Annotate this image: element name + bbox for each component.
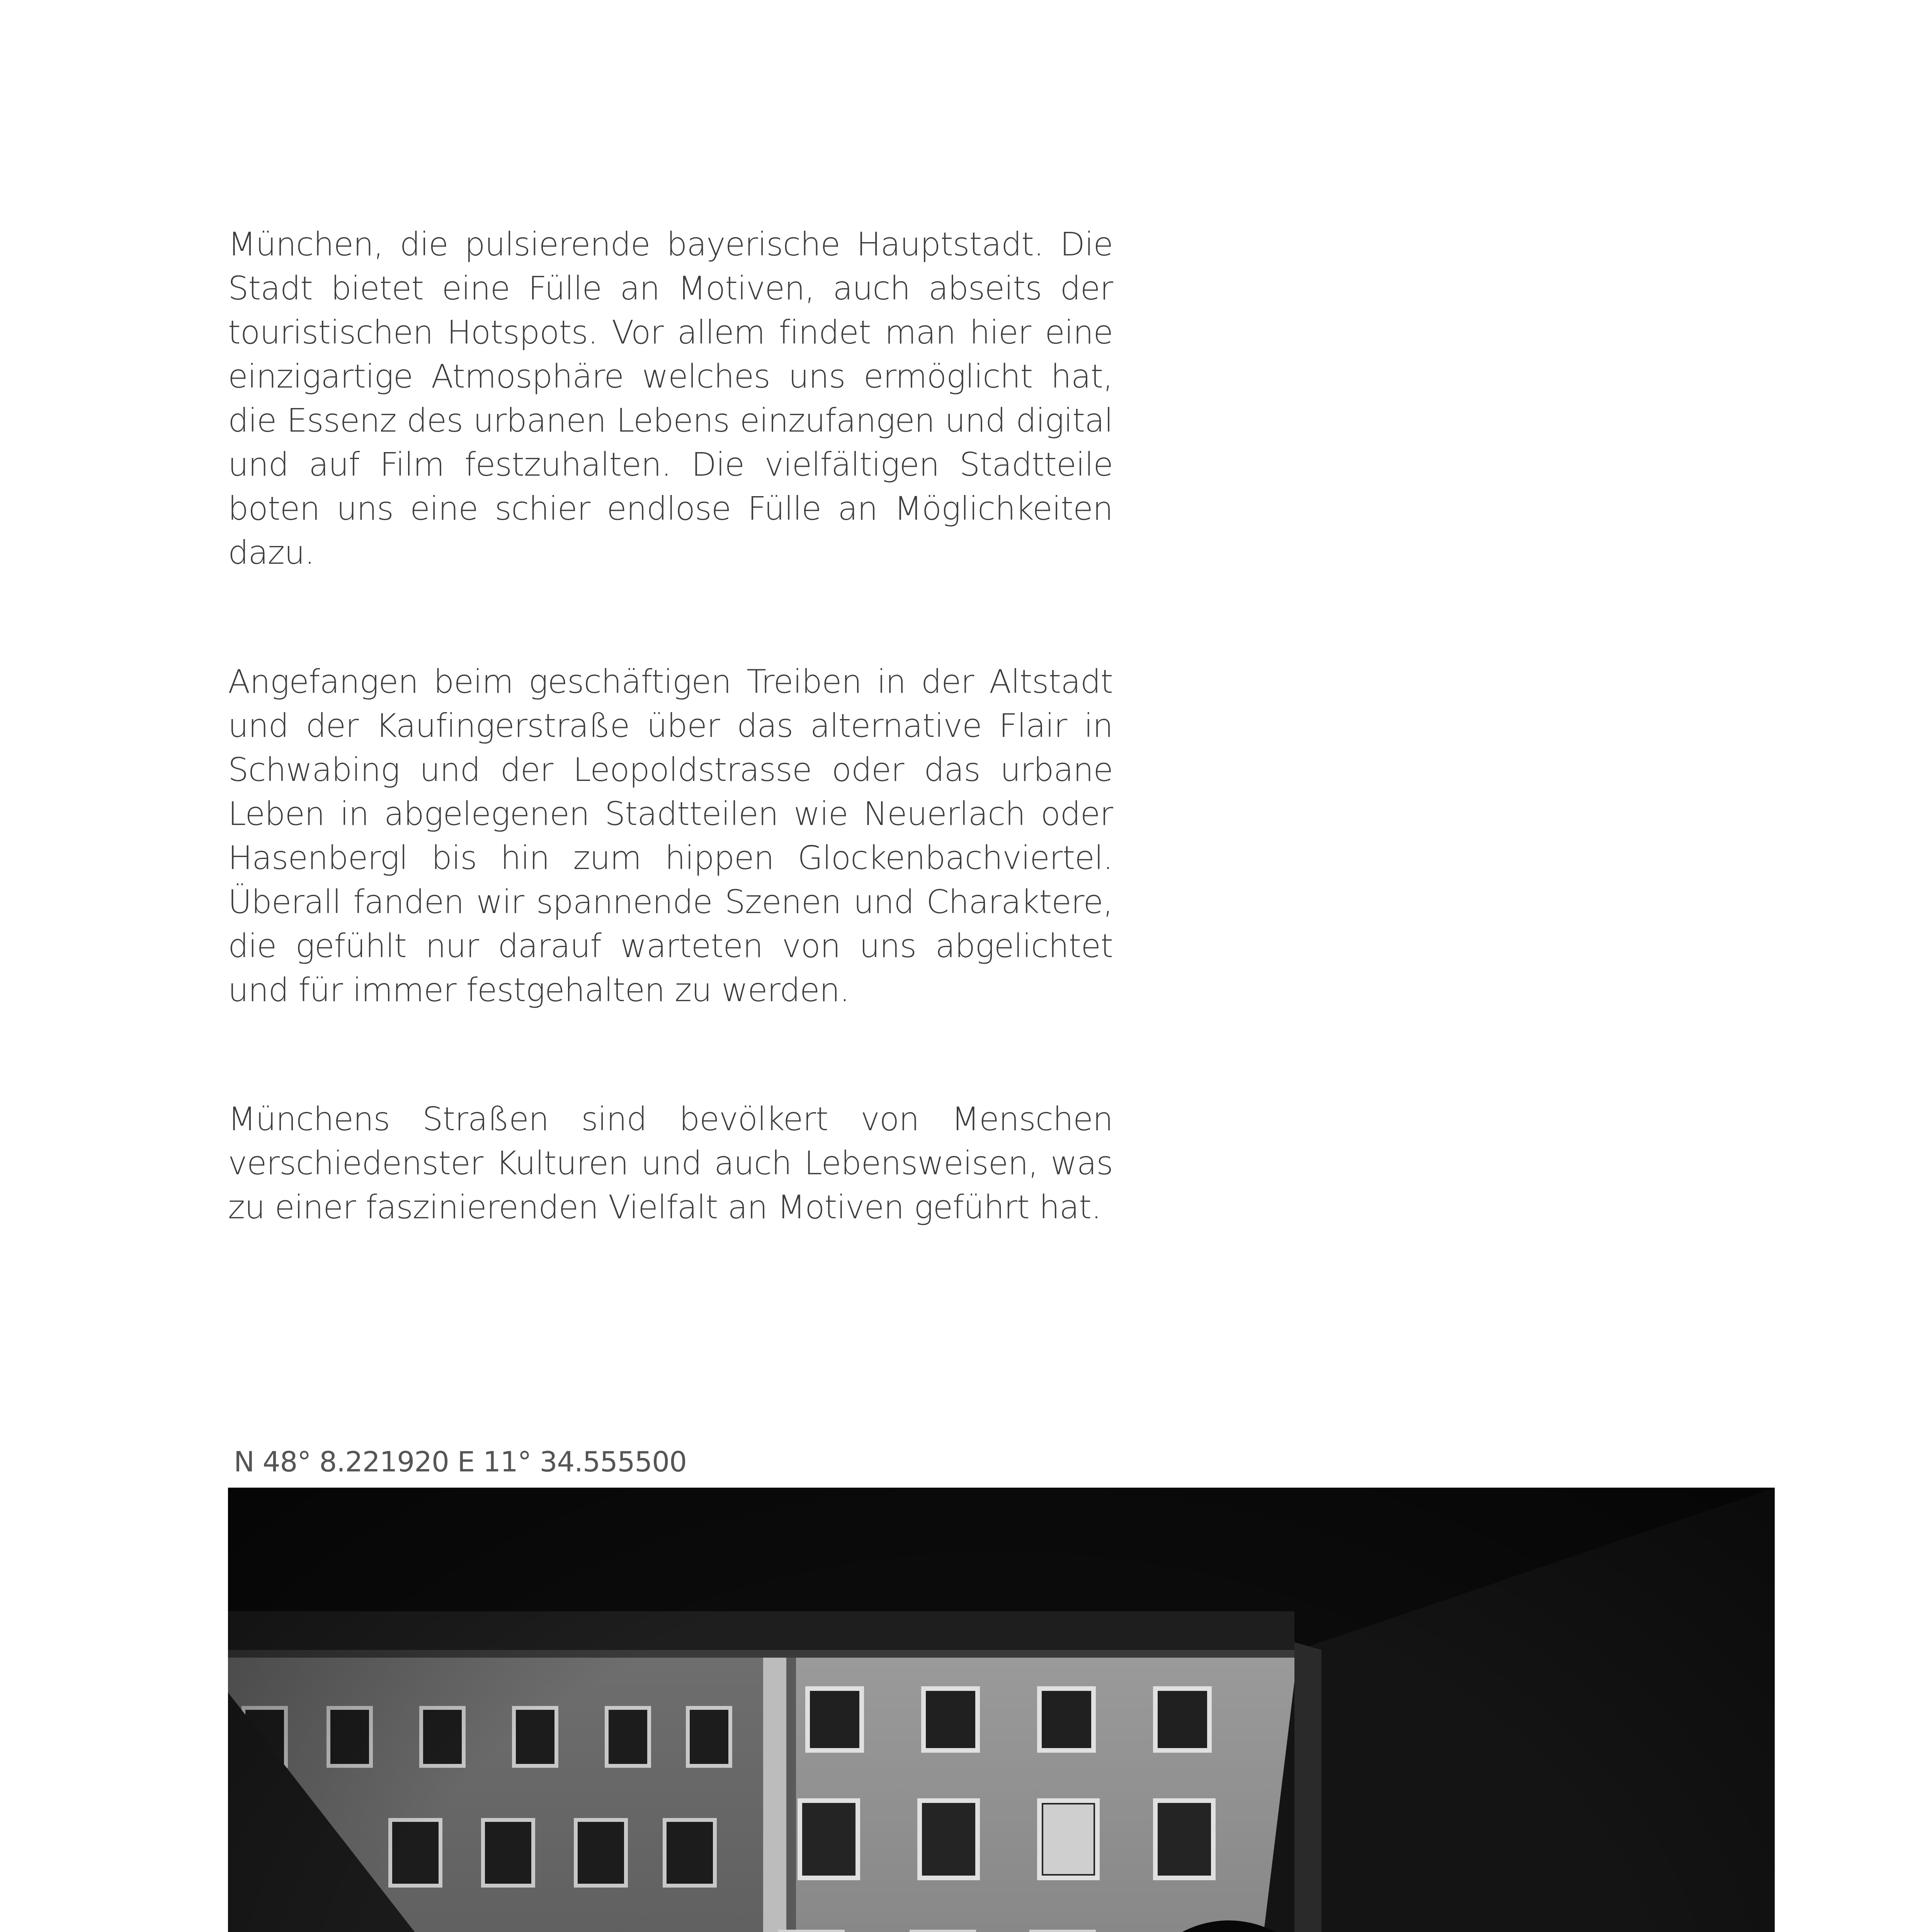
paragraph-3: Münchens Straßen sind bevölkert von Menschen verschiedenster Kulturen und auch Lebensweisen, was zu einer faszinierenden Vielfalt an Motiven geführt hat. xyxy=(228,1100,1113,1226)
paragraph-2: Angefangen beim geschäftigen Treiben in der Altstadt und der Kaufingerstraße über das alternative Flair in Schwabing und der Leopoldstrasse oder das urbane Leben in abgelegenen Stadtteilen wie Neuerlach oder Hasenbergl bis hin zum hippen Glockenbachviertel. Überall fanden wir spannende Szenen und Charaktere, die gefühlt nur darauf warteten von uns abgelichtet und für immer festgehalten zu werden. xyxy=(228,663,1113,1009)
photo-illustration xyxy=(228,1488,1775,1932)
body-text xyxy=(228,222,1113,1314)
paragraph-1: München, die pulsierende bayerische Hauptstadt. Die Stadt bietet eine Fülle an Motiven, auch abseits der touristischen Hotspots. Vor allem findet man hier eine einzigartige Atmosphäre welches uns ermöglicht hat, die Essenz des urbanen Lebens einzufangen und digital und auf Film festzuhalten. Die vielfältigen Stadtteile boten uns eine schier endlose Fülle an Möglichkeiten dazu. xyxy=(228,225,1113,571)
photograph-munich-escalator xyxy=(228,1488,1775,1932)
photo-coordinates-caption: N 48° 8.221920 E 11° 34.555500 xyxy=(234,1446,687,1478)
